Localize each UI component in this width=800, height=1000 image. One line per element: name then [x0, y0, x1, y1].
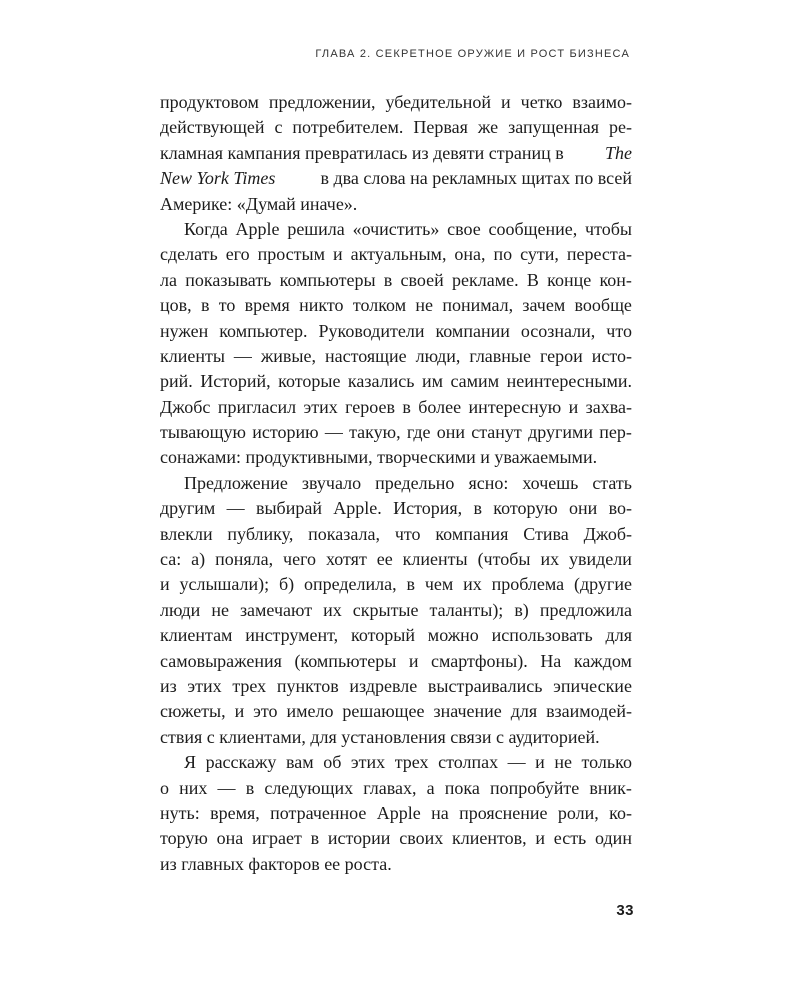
page-number: 33	[616, 902, 634, 919]
word: исто-	[591, 345, 632, 366]
word: понимал,	[442, 295, 514, 316]
text-line	[160, 496, 632, 521]
word: во-	[608, 498, 632, 519]
word: можно	[427, 625, 479, 646]
text-segment: из главных факторов ее роста.	[160, 853, 392, 874]
word: Когда	[184, 218, 228, 239]
text-line	[160, 826, 632, 851]
word: предложила	[539, 599, 632, 620]
word: компания	[435, 523, 509, 544]
text-line	[160, 293, 632, 318]
word: они	[569, 498, 598, 519]
text-segment	[160, 623, 632, 648]
word: выстраивались	[427, 675, 543, 696]
word: с	[274, 117, 283, 138]
word: то	[218, 295, 236, 316]
text-segment	[160, 496, 632, 521]
word: выбирай	[255, 498, 322, 519]
word: ре-	[608, 117, 632, 138]
word: трех	[394, 752, 429, 773]
text-line	[160, 674, 632, 699]
text-segment	[160, 598, 632, 623]
word: толком	[352, 295, 407, 316]
text-segment	[160, 699, 632, 724]
word: вообще	[574, 295, 632, 316]
word: замечают	[239, 599, 313, 620]
text-segment	[160, 649, 632, 674]
word: стать	[592, 472, 632, 493]
word: решающее	[342, 701, 425, 722]
text-line	[160, 395, 632, 420]
word: продуктовом	[160, 92, 259, 112]
body-text	[160, 90, 632, 877]
word: торую	[160, 828, 208, 849]
word: их	[463, 574, 482, 595]
word: не	[415, 295, 434, 316]
word: самим	[450, 371, 500, 392]
word: компьютер.	[219, 320, 308, 341]
word: —	[226, 498, 245, 519]
word: вник-	[589, 777, 632, 798]
word: издревле	[349, 675, 418, 696]
italic-title: New York Times	[160, 168, 276, 189]
text-line	[160, 115, 632, 140]
word: пока	[444, 777, 480, 798]
word: и	[408, 650, 419, 671]
text-line	[160, 192, 632, 217]
text-line	[160, 369, 632, 394]
text-line	[160, 572, 632, 597]
text-line	[160, 319, 632, 344]
word: в	[383, 269, 393, 290]
word: это	[253, 701, 278, 722]
word: сути,	[520, 244, 559, 265]
word: его	[225, 244, 250, 265]
word: конце	[547, 269, 592, 290]
text-segment	[160, 776, 632, 801]
word: другими	[528, 422, 594, 443]
word: простым	[257, 244, 326, 265]
word: интересную	[468, 396, 562, 417]
word: предложении,	[268, 92, 376, 112]
word: захва-	[585, 396, 632, 417]
text-segment	[160, 115, 632, 140]
text-segment	[160, 522, 632, 547]
text-segment: сонажами: продуктивными, творческими и уважаемыми.	[160, 447, 598, 468]
word: историю	[252, 422, 319, 443]
word: (чтобы	[477, 549, 531, 570]
word: Я	[184, 752, 197, 773]
word: тывающую	[160, 422, 246, 443]
word: увидели	[569, 549, 632, 570]
word: потребителем.	[292, 117, 404, 138]
word: публику,	[227, 523, 294, 544]
word: рий.	[160, 371, 193, 392]
word: своих	[399, 828, 444, 849]
word: играет	[252, 828, 302, 849]
word: их	[540, 549, 560, 570]
word: инструмент,	[245, 625, 339, 646]
word: время	[244, 295, 290, 316]
word: влекли	[160, 523, 213, 544]
word: для	[510, 701, 538, 722]
word: Предложение	[184, 472, 288, 493]
text-line	[160, 598, 632, 623]
word: осознали,	[520, 320, 596, 341]
word: герои	[539, 345, 583, 366]
text-segment	[160, 344, 632, 369]
text-line	[160, 242, 632, 267]
word: героев	[345, 396, 395, 417]
word: потраченное	[270, 802, 367, 823]
word: неинтересными.	[506, 371, 632, 392]
text-segment: Америке: «Думай иначе».	[160, 193, 358, 214]
word: им	[421, 371, 443, 392]
word: своей	[400, 269, 444, 290]
word: эпические	[553, 675, 632, 696]
word: значение	[433, 701, 502, 722]
word: Стива	[523, 523, 569, 544]
word: показывать	[185, 269, 272, 290]
text-segment: в два слова на рекламных щитах по всей	[320, 168, 632, 189]
word: пунктов	[276, 675, 339, 696]
word: другим	[160, 498, 216, 519]
word: зачем	[522, 295, 566, 316]
word: никто	[299, 295, 344, 316]
word: клиенты	[402, 549, 468, 570]
word: нуть:	[160, 802, 200, 823]
word: показала,	[308, 523, 380, 544]
word: этих	[350, 752, 386, 773]
word: действующей	[160, 117, 265, 138]
text-segment	[184, 471, 632, 496]
word: (компьютеры	[294, 650, 397, 671]
word: они	[436, 422, 465, 443]
text-segment	[160, 547, 632, 572]
word: скрытые	[352, 599, 419, 620]
word: прояснение	[459, 802, 548, 823]
word: Историй,	[200, 371, 271, 392]
word: цов,	[160, 295, 192, 316]
word: в	[406, 574, 415, 595]
word: чего	[283, 549, 317, 570]
word: в	[310, 828, 320, 849]
word: —	[217, 777, 236, 798]
word: Apple.	[333, 498, 382, 519]
text-line	[160, 623, 632, 648]
word: более	[418, 396, 462, 417]
word: и	[568, 396, 579, 417]
word: кон-	[599, 269, 632, 290]
word: для	[605, 625, 632, 646]
word: а)	[191, 549, 206, 570]
word: этих	[187, 675, 222, 696]
word: этих	[303, 396, 338, 417]
text-segment	[184, 750, 632, 775]
word: взаимодей-	[546, 701, 632, 722]
text-line	[160, 699, 632, 724]
text-segment	[160, 90, 632, 115]
word: в)	[514, 599, 529, 620]
text-line	[160, 852, 632, 877]
word: не	[211, 599, 229, 620]
word: «очистить»	[352, 218, 440, 239]
word: люди	[160, 599, 201, 620]
text-line	[160, 217, 632, 242]
text-segment	[160, 369, 632, 394]
word: и	[535, 752, 545, 773]
word: рекламе.	[452, 269, 519, 290]
word: не	[554, 752, 572, 773]
text-line	[160, 649, 632, 674]
word: каждом	[573, 650, 632, 671]
text-line	[160, 268, 632, 293]
text-segment: ствия с клиентами, для установления связи с аудиторией.	[160, 726, 600, 747]
text-line	[160, 776, 632, 801]
word: пригласил	[217, 396, 297, 417]
word: чтобы	[585, 218, 632, 239]
word: хочешь	[522, 472, 579, 493]
word: сообщение,	[488, 218, 578, 239]
word: только	[581, 752, 632, 773]
word: и	[535, 828, 545, 849]
word: Apple	[235, 218, 280, 239]
word: —	[507, 752, 526, 773]
text-line	[160, 725, 632, 750]
text-segment	[160, 420, 632, 445]
text-line	[160, 801, 632, 826]
word: их	[323, 599, 342, 620]
word: сделать	[160, 244, 218, 265]
word: б)	[279, 574, 295, 595]
word: компании	[435, 320, 510, 341]
word: клиентов,	[451, 828, 527, 849]
text-line	[160, 166, 632, 191]
text-line	[160, 90, 632, 115]
word: который	[351, 625, 415, 646]
word: В	[526, 269, 539, 290]
word: запущенная	[508, 117, 599, 138]
text-segment	[160, 572, 632, 597]
word: смартфоны).	[431, 650, 528, 671]
word: что	[394, 523, 421, 544]
word: решила	[287, 218, 345, 239]
word: поняла,	[215, 549, 274, 570]
word: из	[160, 675, 177, 696]
text-segment	[184, 217, 632, 242]
word: таланты);	[429, 599, 504, 620]
running-header: ГЛАВА 2. СЕКРЕТНОЕ ОРУЖИЕ И РОСТ БИЗНЕСА	[315, 48, 630, 60]
word: переста-	[566, 244, 632, 265]
word: и	[332, 244, 343, 265]
text-line	[160, 471, 632, 496]
word: настоящие	[324, 345, 407, 366]
word: предельно	[375, 472, 455, 493]
word: проблема	[491, 574, 565, 595]
word: она,	[454, 244, 486, 265]
text-segment: кламная кампания превратилась из девяти страниц в	[160, 142, 564, 163]
text-segment	[160, 674, 632, 699]
text-segment	[160, 801, 632, 826]
word: которые	[278, 371, 341, 392]
word: и	[234, 701, 245, 722]
text-segment	[160, 826, 632, 851]
word: что	[606, 320, 632, 341]
word: главные	[469, 345, 532, 366]
italic-title: The	[605, 142, 632, 163]
word: звучало	[301, 472, 362, 493]
word: ла	[160, 269, 177, 290]
word: в	[402, 396, 411, 417]
word: живые,	[260, 345, 317, 366]
text-segment	[160, 293, 632, 318]
word: по	[493, 244, 513, 265]
word: компьютеры	[279, 269, 376, 290]
text-line	[160, 344, 632, 369]
word: казались	[347, 371, 415, 392]
word: ясно:	[468, 472, 509, 493]
word: попробуйте	[490, 777, 580, 798]
word: Apple	[376, 802, 421, 823]
word: свое	[447, 218, 481, 239]
word: На	[540, 650, 562, 671]
word: клиентам	[160, 625, 233, 646]
text-segment	[160, 319, 632, 344]
word: определила,	[304, 574, 397, 595]
word: в	[473, 498, 482, 519]
word: нужен	[160, 320, 209, 341]
text-line	[160, 522, 632, 547]
word: (другие	[574, 574, 632, 595]
word: она	[216, 828, 244, 849]
text-line	[160, 141, 632, 166]
word: люди,	[415, 345, 461, 366]
text-line	[160, 547, 632, 572]
word: следующих	[264, 777, 354, 798]
word: главах,	[363, 777, 417, 798]
word: а	[426, 777, 435, 798]
word: станут	[471, 422, 522, 443]
word: ее	[376, 549, 393, 570]
word: ко-	[609, 802, 632, 823]
word: Руководители	[318, 320, 425, 341]
word: время,	[210, 802, 260, 823]
text-segment	[160, 395, 632, 420]
text-line	[160, 750, 632, 775]
word: пер-	[599, 422, 632, 443]
text-line	[160, 445, 632, 470]
word: роли,	[557, 802, 599, 823]
word: История,	[393, 498, 463, 519]
word: са:	[160, 549, 182, 570]
word: сюжеты,	[160, 701, 226, 722]
word: и	[160, 574, 170, 595]
word: клиенты	[160, 345, 225, 366]
word: хотят	[325, 549, 367, 570]
word: использовать	[491, 625, 593, 646]
word: взаимо-	[572, 92, 632, 112]
word: четко	[520, 92, 563, 112]
word: в	[245, 777, 255, 798]
text-segment	[160, 268, 632, 293]
word: самовыражения	[160, 650, 282, 671]
text-line	[160, 420, 632, 445]
word: которую	[493, 498, 558, 519]
word: Джобс	[160, 396, 211, 417]
word: истории	[327, 828, 391, 849]
word: трех	[232, 675, 267, 696]
word: Первая	[413, 117, 468, 138]
word: убедительной	[385, 92, 492, 112]
word: чем	[424, 574, 454, 595]
word: есть	[553, 828, 587, 849]
word: в	[200, 295, 210, 316]
word: услышали);	[179, 574, 270, 595]
word: имело	[286, 701, 334, 722]
word: где	[406, 422, 431, 443]
word: на	[431, 802, 449, 823]
text-segment	[160, 242, 632, 267]
word: один	[595, 828, 632, 849]
word: же	[477, 117, 499, 138]
word: —	[233, 345, 252, 366]
word: и	[501, 92, 511, 112]
word: актуальным,	[350, 244, 447, 265]
word: вам	[285, 752, 314, 773]
word: —	[324, 422, 343, 443]
word: об	[323, 752, 342, 773]
word: расскажу	[205, 752, 277, 773]
word: столпах	[438, 752, 499, 773]
word: о	[160, 777, 169, 798]
word: Джоб-	[583, 523, 632, 544]
word: них	[179, 777, 208, 798]
word: такую,	[349, 422, 401, 443]
